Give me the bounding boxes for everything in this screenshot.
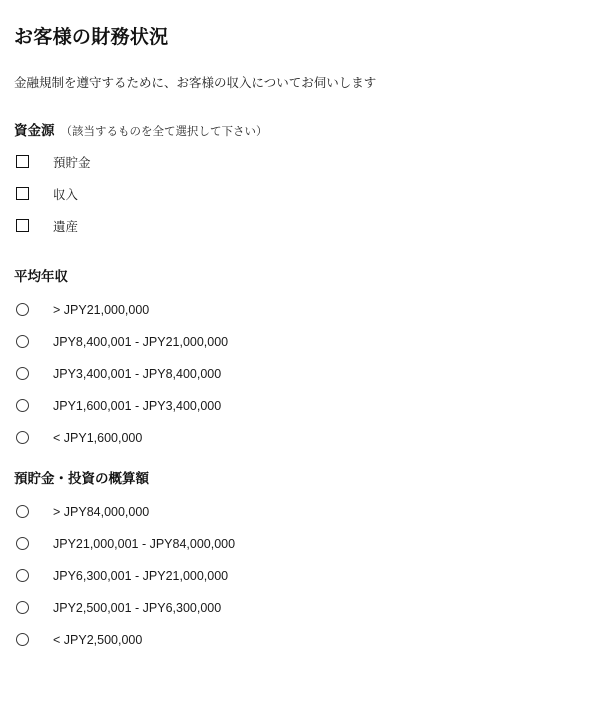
radio-label: > JPY84,000,000	[53, 504, 150, 519]
radio-icon[interactable]	[16, 537, 29, 550]
radio-row-savings-1[interactable]	[14, 503, 598, 521]
radio-label: JPY21,000,001 - JPY84,000,000	[53, 536, 236, 551]
radio-row-income-3[interactable]	[14, 365, 598, 383]
radio-row-savings-2[interactable]	[14, 535, 598, 553]
radio-label: JPY6,300,001 - JPY21,000,000	[53, 568, 229, 583]
radio-icon[interactable]	[16, 601, 29, 614]
checkbox-label: 遺産	[53, 219, 79, 234]
funding-source-section	[14, 119, 598, 235]
checkbox-label: 預貯金	[53, 155, 91, 170]
radio-row-savings-3[interactable]	[14, 567, 598, 585]
radio-row-income-1[interactable]	[14, 301, 598, 319]
checkbox-label: 収入	[53, 187, 79, 202]
radio-label: < JPY2,500,000	[53, 632, 143, 647]
checkbox-icon[interactable]	[16, 187, 29, 200]
checkbox-row-savings[interactable]	[14, 153, 598, 171]
radio-icon[interactable]	[16, 431, 29, 444]
checkbox-icon[interactable]	[16, 155, 29, 168]
radio-row-income-4[interactable]	[14, 397, 598, 415]
spacer	[14, 249, 598, 265]
radio-icon[interactable]	[16, 335, 29, 348]
radio-icon[interactable]	[16, 505, 29, 518]
funding-source-hint: （該当するものを全て選択して下さい）	[60, 125, 268, 138]
radio-label: JPY8,400,001 - JPY21,000,000	[53, 334, 229, 349]
average-income-heading	[14, 265, 598, 285]
radio-icon[interactable]	[16, 569, 29, 582]
page-title: お客様の財務状況	[14, 27, 169, 48]
radio-row-savings-4[interactable]	[14, 599, 598, 617]
radio-label: > JPY21,000,000	[53, 302, 150, 317]
radio-label: JPY1,600,001 - JPY3,400,000	[53, 398, 222, 413]
radio-row-income-5[interactable]	[14, 429, 598, 447]
savings-investments-section	[14, 467, 598, 649]
savings-investments-heading-label: 預貯金・投資の概算額	[14, 470, 149, 486]
radio-icon[interactable]	[16, 303, 29, 316]
funding-source-heading	[14, 119, 598, 139]
checkbox-row-inheritance[interactable]	[14, 217, 598, 235]
savings-investments-heading	[14, 467, 598, 487]
funding-source-heading-label: 資金源	[14, 122, 55, 138]
radio-label: < JPY1,600,000	[53, 430, 143, 445]
average-income-heading-label: 平均年収	[14, 268, 68, 284]
radio-icon[interactable]	[16, 633, 29, 646]
radio-row-savings-5[interactable]	[14, 631, 598, 649]
checkbox-row-income[interactable]	[14, 185, 598, 203]
radio-icon[interactable]	[16, 399, 29, 412]
radio-icon[interactable]	[16, 367, 29, 380]
intro-text: 金融規制を遵守するために、お客様の収入についてお伺いします	[14, 76, 377, 90]
checkbox-icon[interactable]	[16, 219, 29, 232]
radio-label: JPY3,400,001 - JPY8,400,000	[53, 366, 222, 381]
radio-row-income-2[interactable]	[14, 333, 598, 351]
radio-label: JPY2,500,001 - JPY6,300,000	[53, 600, 222, 615]
average-income-section	[14, 265, 598, 447]
